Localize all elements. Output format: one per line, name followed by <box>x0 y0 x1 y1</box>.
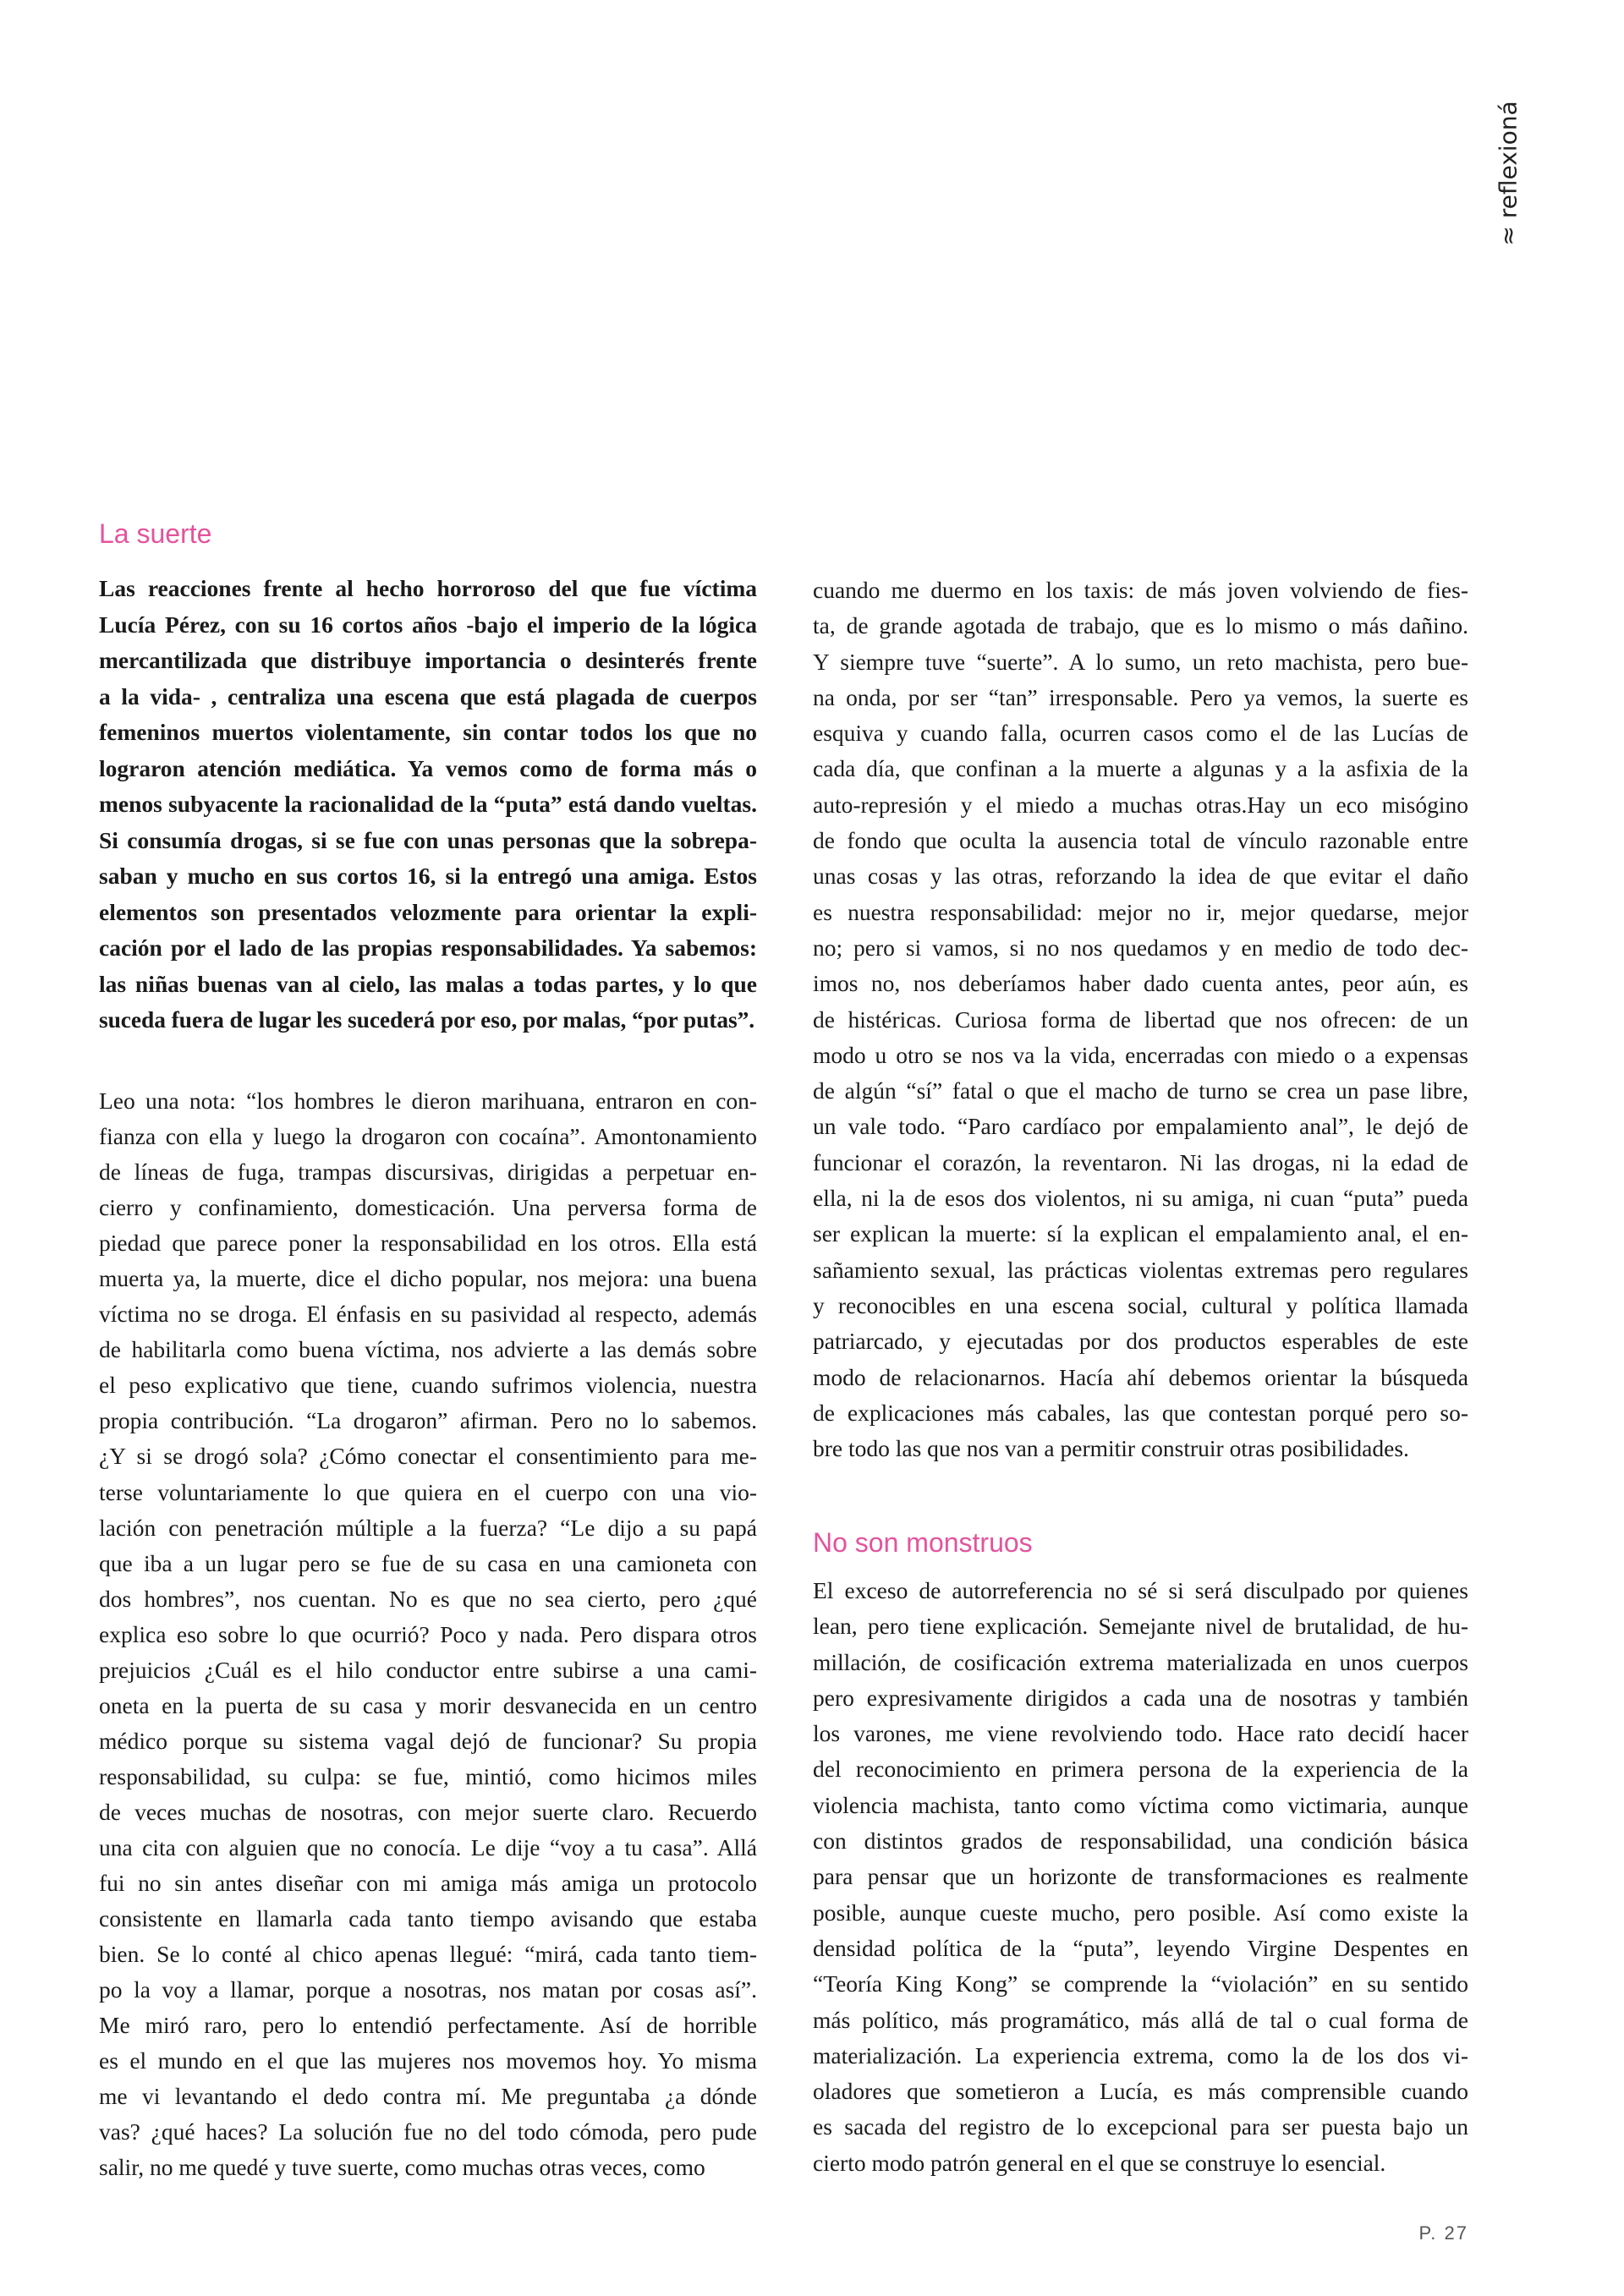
text-line: fianza con ella y luego la drogaron con cocaína”. Amontonamiento <box>99 1123 757 1150</box>
text-line: modo u otro se nos va la vida, encerradas con miedo o a expensas <box>813 1041 1468 1068</box>
text-line: de fondo que oculta la ausencia total de vínculo razonable entre <box>813 827 1468 854</box>
body-paragraph-left <box>99 1083 757 2185</box>
text-line: de algún “sí” fatal o que el macho de turno se crea un pase libre, <box>813 1077 1468 1104</box>
body-paragraph-right-continued <box>813 573 1468 1466</box>
text-line: auto-represión y el miedo a muchas otras.Hay un eco misógino <box>813 791 1468 818</box>
text-line: materialización. La experiencia extrema, como la de los dos vi- <box>813 2041 1468 2069</box>
text-line: ser explican la muerte: sí la explican el empalamiento anal, el en- <box>813 1220 1468 1247</box>
text-line: imos no, nos deberíamos haber dado cuenta antes, peor aún, es <box>813 970 1468 997</box>
text-line: suceda fuera de lugar les sucederá por eso, por malas, “por putas”. <box>99 1006 755 1033</box>
text-line: cación por el lado de las propias responsabilidades. Ya sabemos: <box>99 934 757 961</box>
text-line: médico porque su sistema vagal dejó de funcionar? Su propia <box>99 1727 757 1754</box>
text-line: cuando me duermo en los taxis: de más joven volviendo de fies- <box>813 577 1468 603</box>
text-line: del reconocimiento en primera persona de la experiencia de la <box>813 1756 1468 1783</box>
text-line: Me miró raro, pero lo entendió perfectamente. Así de horrible <box>99 2012 757 2039</box>
text-line: muerta ya, la muerte, dice el dicho popular, nos mejora: una buena <box>99 1265 757 1292</box>
text-line: millación, de cosificación extrema materializada en unos cuerpos <box>813 1648 1468 1675</box>
text-line: bre todo las que nos van a permitir construir otras posibilidades. <box>813 1435 1409 1462</box>
text-line: sañamiento sexual, las prácticas violentas extremas pero regulares <box>813 1256 1468 1283</box>
text-line: es nuestra responsabilidad: mejor no ir, mejor quedarse, mejor <box>813 898 1468 925</box>
text-line: violencia machista, tanto como víctima como victimaria, aunque <box>813 1791 1468 1818</box>
text-line: explica eso sobre lo que ocurrió? Poco y nada. Pero dispara otros <box>99 1620 757 1647</box>
text-line: lación con penetración múltiple a la fuerza? “Le dijo a su papá <box>99 1514 757 1541</box>
text-line: oladores que sometieron a Lucía, es más comprensible cuando <box>813 2078 1468 2105</box>
text-line: “Teoría King Kong” se comprende la “violación” en su sentido <box>813 1970 1468 1997</box>
text-line: fui no sin antes diseñar con mi amiga más amiga un protocolo <box>99 1870 757 1897</box>
text-line: mercantilizada que distribuye importancia o desinterés frente <box>99 647 757 673</box>
text-line: consistente en llamarla cada tanto tiempo avisando que estaba <box>99 1905 757 1932</box>
text-line: prejuicios ¿Cuál es el hilo conductor entre subirse a una cami- <box>99 1656 757 1683</box>
text-line: y reconocibles en una escena social, cultural y política llamada <box>813 1291 1468 1318</box>
text-line: propia contribución. “La drogaron” afirman. Pero no lo sabemos. <box>99 1407 757 1434</box>
text-line: cada día, que confinan a la muerte a algunas y a la asfixia de la <box>813 755 1468 782</box>
text-line: Lucía Pérez, con su 16 cortos años -bajo el imperio de la lógica <box>99 611 757 638</box>
section-label <box>1489 93 1528 254</box>
text-line: Y siempre tuve “suerte”. A lo sumo, un reto machista, pero bue- <box>813 648 1468 675</box>
text-line: para pensar que un horizonte de transformaciones es realmente <box>813 1863 1468 1890</box>
text-line: una cita con alguien que no conocía. Le dije “voy a tu casa”. Allá <box>99 1833 757 1860</box>
text-line: a la vida- , centraliza una escena que está plagada de cuerpos <box>99 682 757 710</box>
text-line: unas cosas y las otras, reforzando la idea de que evitar el daño <box>813 863 1468 890</box>
text-line: un vale todo. “Paro cardíaco por empalamiento anal”, le dejó de <box>813 1113 1468 1140</box>
text-line: los varones, me viene revolviendo todo. Hace rato decidí hacer <box>813 1720 1468 1747</box>
text-line: de histéricas. Curiosa forma de libertad que nos ofrecen: de un <box>813 1006 1468 1033</box>
text-line: ta, de grande agotada de trabajo, que es lo mismo o más dañino. <box>813 612 1468 639</box>
text-line: cierro y confinamiento, domesticación. Una perversa forma de <box>99 1194 757 1221</box>
text-line: bien. Se lo conté al chico apenas llegué: “mirá, cada tanto tiem- <box>99 1941 757 1968</box>
text-line: de líneas de fuga, trampas discursivas, dirigidas a perpetuar en- <box>99 1159 757 1186</box>
section-label-text: ≈ reflexioná <box>1494 101 1522 246</box>
text-line: Las reacciones frente al hecho horroroso del que fue víctima <box>99 575 757 601</box>
text-line: densidad política de la “puta”, leyendo Virgine Despentes en <box>813 1934 1468 1961</box>
page-number: P. 27 <box>1418 2222 1468 2244</box>
text-line: Leo una nota: “los hombres le dieron marihuana, entraron en con- <box>99 1088 757 1114</box>
text-line: saban y mucho en sus cortos 16, si la entregó una amiga. Estos <box>99 863 757 889</box>
text-line: es sacada del registro de lo excepcional para ser puesta bajo un <box>813 2113 1468 2140</box>
text-line: na onda, por ser “tan” irresponsable. Pero ya vemos, la suerte es <box>813 683 1468 710</box>
text-line: ¿Y si se drogó sola? ¿Cómo conectar el consentimiento para me- <box>99 1443 757 1470</box>
text-line: con distintos grados de responsabilidad, una condición básica <box>813 1827 1468 1855</box>
body-paragraph-no-son-monstruos <box>813 1573 1468 2181</box>
text-line: esquiva y cuando falla, ocurren casos como el de las Lucías de <box>813 720 1468 747</box>
text-line: las niñas buenas van al cielo, las malas a todas partes, y lo que <box>99 970 757 997</box>
heading-la-suerte: La suerte <box>99 518 212 549</box>
text-line: no; pero si vamos, si no nos quedamos y en medio de todo dec- <box>813 934 1468 961</box>
text-line: que iba a un lugar pero se fue de su casa en una camioneta con <box>99 1549 757 1576</box>
text-line: me vi levantando el dedo contra mí. Me preguntaba ¿a dónde <box>99 2083 757 2110</box>
text-line: cierto modo patrón general en el que se construye lo esencial. <box>813 2149 1386 2176</box>
text-line: de habilitarla como buena víctima, nos advierte a las demás sobre <box>99 1336 757 1363</box>
text-line: pero expresivamente dirigidos a cada una de nosotras y también <box>813 1684 1468 1711</box>
text-line: lean, pero tiene explicación. Semejante nivel de brutalidad, de hu- <box>813 1613 1468 1640</box>
text-line: piedad que parece poner la responsabilidad en los otros. Ella está <box>99 1230 757 1257</box>
text-line: salir, no me quedé y tuve suerte, como muchas otras veces, como <box>99 2154 705 2181</box>
lead-paragraph <box>99 571 757 1038</box>
text-line: de explicaciones más cabales, las que contestan porqué pero so- <box>813 1399 1468 1426</box>
text-line: responsabilidad, su culpa: se fue, mintió, como hicimos miles <box>99 1762 757 1789</box>
text-line: femeninos muertos violentamente, sin contar todos los que no <box>99 719 757 745</box>
text-line: oneta en la puerta de su casa y morir desvanecida en un centro <box>99 1691 757 1718</box>
text-line: Si consumía drogas, si se fue con unas personas que la sobrepa- <box>99 826 757 853</box>
text-line: ella, ni la de esos dos violentos, ni su amiga, ni cuan “puta” pueda <box>813 1185 1468 1212</box>
text-line: víctima no se droga. El énfasis en su pasividad al respecto, además <box>99 1301 757 1328</box>
text-line: el peso explicativo que tiene, cuando sufrimos violencia, nuestra <box>99 1372 757 1399</box>
text-line: El exceso de autorreferencia no sé si será disculpado por quienes <box>813 1577 1468 1603</box>
text-line: terse voluntariamente lo que quiera en el cuerpo con una vio- <box>99 1478 757 1505</box>
text-line: dos hombres”, nos cuentan. No es que no sea cierto, pero ¿qué <box>99 1585 757 1612</box>
text-line: elementos son presentados velozmente para orientar la expli- <box>99 898 757 925</box>
text-line: lograron atención mediática. Ya vemos como de forma más o <box>99 754 757 781</box>
text-line: de veces muchas de nosotras, con mejor suerte claro. Recuerdo <box>99 1798 757 1825</box>
text-line: vas? ¿qué haces? La solución fue no del todo cómoda, pero pude <box>99 2118 757 2145</box>
text-line: po la voy a llamar, porque a nosotras, nos matan por cosas así”. <box>99 1976 757 2003</box>
text-line: menos subyacente la racionalidad de la “puta” está dando vueltas. <box>99 791 757 817</box>
heading-no-son-monstruos: No son monstruos <box>813 1527 1033 1558</box>
text-line: patriarcado, y ejecutadas por dos productos esperables de este <box>813 1328 1468 1355</box>
text-line: más político, más programático, más allá de tal o cual forma de <box>813 2006 1468 2033</box>
text-line: es el mundo en el que las mujeres nos movemos hoy. Yo misma <box>99 2047 757 2074</box>
text-line: modo de relacionarnos. Hacía ahí debemos orientar la búsqueda <box>813 1363 1468 1390</box>
text-line: funcionar el corazón, la reventaron. Ni las drogas, ni la edad de <box>813 1148 1468 1175</box>
text-line: posible, aunque cueste mucho, pero posible. Así como existe la <box>813 1899 1468 1926</box>
